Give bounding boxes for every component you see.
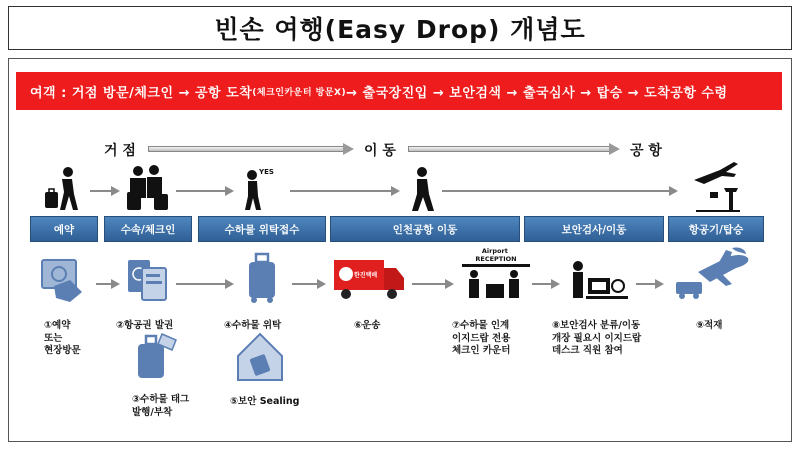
step-bar-security: 보안검사/이동 (524, 216, 664, 242)
arrow-bottom-6 (636, 279, 664, 289)
yes-text: YES (259, 168, 274, 176)
stage-move-label: 이 동 (364, 143, 396, 159)
stage-base-label: 거 점 (104, 143, 136, 159)
airport-reception-line2: RECEPTION (475, 255, 517, 263)
arrow-bottom-2 (176, 279, 234, 289)
step-bar-baggage-drop: 수하물 위탁접수 (198, 216, 326, 242)
banner-suffix: → 출국장진입 → 보안검색 → 출국심사 → 탑승 → 도착공항 수령 (346, 85, 728, 101)
stage-arrow-2 (408, 143, 620, 155)
step-bar-boarding: 항공기/탑승 (668, 216, 764, 242)
security-seal-icon (232, 330, 288, 384)
arrow-bottom-3 (292, 279, 326, 289)
arrow-bottom-5 (532, 279, 560, 289)
online-booking-icon (36, 256, 90, 304)
step-label-3: ③수하물 태그 발행/부착 (132, 394, 190, 418)
arrow-bottom-1 (96, 279, 120, 289)
baggage-tag-icon (134, 330, 180, 386)
arrow-top-4 (442, 186, 678, 196)
stage-arrow-1 (148, 143, 354, 155)
step-label-7: ⑦수하물 인계 이지드랍 전용 체크인 카운터 (452, 320, 511, 356)
airport-reception-line1: Airport (481, 247, 508, 255)
checkin-group-icon (124, 164, 170, 214)
cargo-loading-plane-icon (670, 246, 756, 304)
step-bar-transport: 인천공항 이동 (330, 216, 520, 242)
airport-tower-plane-icon (690, 158, 746, 214)
suitcase-icon (244, 252, 280, 304)
arrow-top-2 (176, 186, 234, 196)
step-label-2: ②항공권 발권 (116, 320, 174, 331)
truck-brand-text: 한진택배 (354, 272, 378, 279)
process-banner (16, 72, 782, 110)
security-scanner-icon (568, 260, 630, 302)
page-title: 빈손 여행(Easy Drop) 개념도 (214, 15, 586, 44)
step-label-8: ⑧보안검사 분류/이동 개장 필요시 이지드랍 데스크 직원 참여 (552, 320, 642, 356)
airport-reception-text (475, 247, 516, 263)
arrow-top-3 (290, 186, 400, 196)
step-label-9: ⑨적재 (696, 320, 723, 331)
walking-person-icon (406, 166, 438, 214)
stage-airport-label: 공 항 (630, 143, 662, 159)
step-label-5: ⑤보안 Sealing (230, 396, 300, 407)
step-bar-reservation: 예약 (30, 216, 98, 242)
arrow-top-1 (90, 186, 120, 196)
walking-traveler-icon (42, 166, 84, 214)
delivery-truck-icon (332, 256, 408, 302)
step-label-1: ①예약 또는 현장방문 (44, 320, 81, 356)
passport-ticket-icon (124, 254, 170, 306)
title-box (8, 6, 792, 50)
banner-prefix: 여객 : 거점 방문/체크인 → 공항 도착 (30, 85, 253, 101)
yes-person-icon (240, 166, 274, 212)
step-label-6: ⑥운송 (354, 320, 381, 331)
airport-reception-icon (460, 246, 532, 306)
step-bar-checkin: 수속/체크인 (104, 216, 192, 242)
arrow-bottom-4 (412, 279, 454, 289)
banner-small: (체크인카운터 방문X) (252, 87, 347, 98)
step-label-4: ④수하물 위탁 (224, 320, 282, 331)
